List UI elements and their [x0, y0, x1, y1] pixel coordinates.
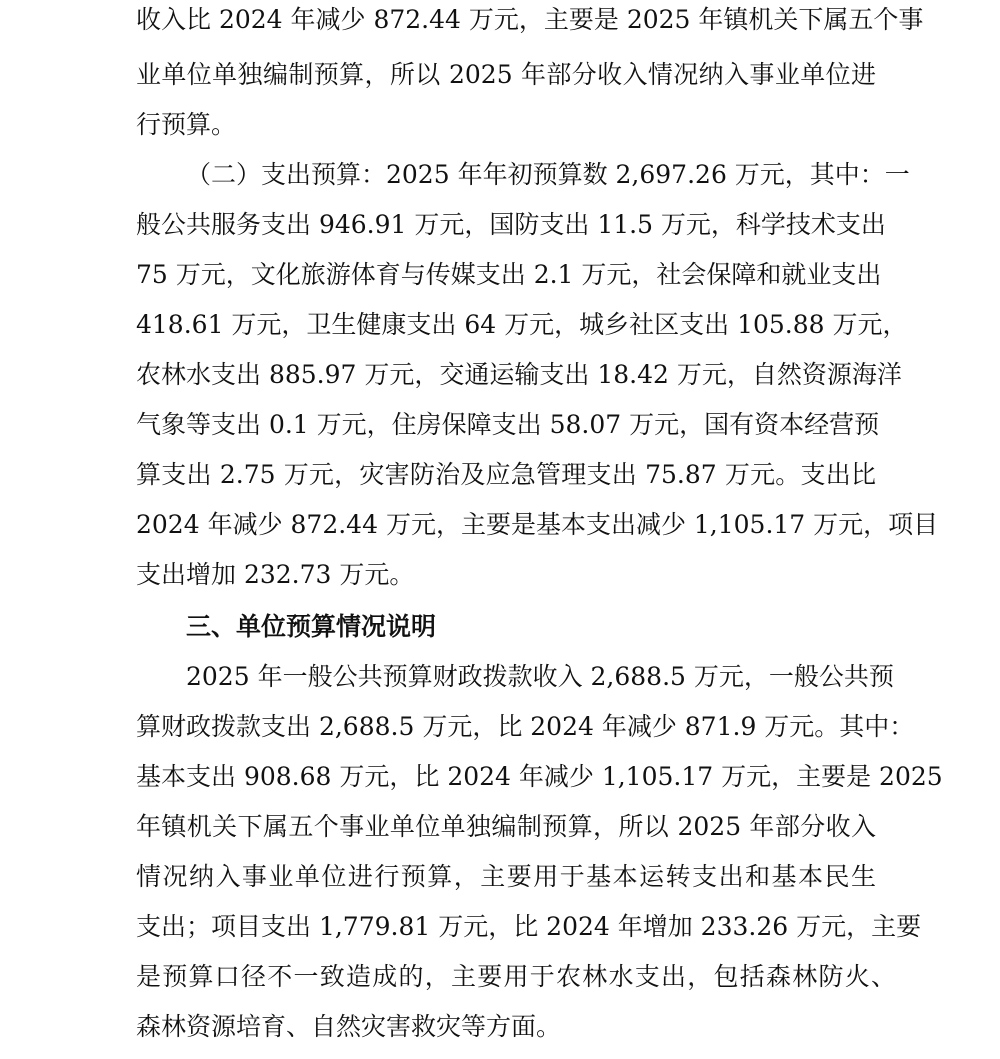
- paragraph-line: 农林水支出 885.97 万元，交通运输支出 18.42 万元，自然资源海洋: [136, 360, 902, 389]
- paragraph-line: 气象等支出 0.1 万元，住房保障支出 58.07 万元，国有资本经营预: [136, 410, 880, 439]
- paragraph-line: 基本支出 908.68 万元，比 2024 年减少 1,105.17 万元，主要是 2025: [136, 762, 943, 791]
- section-heading: 三、单位预算情况说明: [186, 612, 437, 641]
- paragraph-line: 情况纳入事业单位进行预算，主要用于基本运转支出和基本民生: [136, 862, 876, 891]
- paragraph-line: 般公共服务支出 946.91 万元，国防支出 11.5 万元，科学技术支出: [136, 210, 886, 239]
- paragraph-line: 算支出 2.75 万元，灾害防治及应急管理支出 75.87 万元。支出比: [136, 460, 876, 489]
- paragraph-line: 2025 年一般公共预算财政拨款收入 2,688.5 万元，一般公共预: [186, 662, 894, 691]
- paragraph-line: 年镇机关下属五个事业单位单独编制预算，所以 2025 年部分收入: [136, 812, 876, 841]
- paragraph-line: 业单位单独编制预算，所以 2025 年部分收入情况纳入事业单位进: [136, 60, 876, 89]
- paragraph-line: 75 万元，文化旅游体育与传媒支出 2.1 万元，社会保障和就业支出: [136, 260, 882, 289]
- paragraph-line: 收入比 2024 年减少 872.44 万元，主要是 2025 年镇机关下属五个事: [136, 5, 924, 34]
- paragraph-line: 行预算。: [136, 110, 237, 139]
- paragraph-line: 支出；项目支出 1,779.81 万元，比 2024 年增加 233.26 万元，主要: [136, 912, 922, 941]
- paragraph-line: 418.61 万元，卫生健康支出 64 万元，城乡社区支出 105.88 万元，: [136, 310, 908, 339]
- paragraph-line: 支出增加 232.73 万元。: [136, 560, 415, 589]
- paragraph-line: 2024 年减少 872.44 万元，主要是基本支出减少 1,105.17 万元，项目: [136, 510, 939, 539]
- paragraph-line: 算财政拨款支出 2,688.5 万元，比 2024 年减少 871.9 万元。其中：: [136, 712, 915, 741]
- paragraph-line: 森林资源培育、自然灾害救灾等方面。: [136, 1012, 562, 1041]
- section-heading-expenditure: （二）支出预算：2025 年年初预算数 2,697.26 万元，其中：一: [186, 160, 910, 189]
- paragraph-line: 是预算口径不一致造成的，主要用于农林水支出，包括森林防火、: [136, 962, 896, 991]
